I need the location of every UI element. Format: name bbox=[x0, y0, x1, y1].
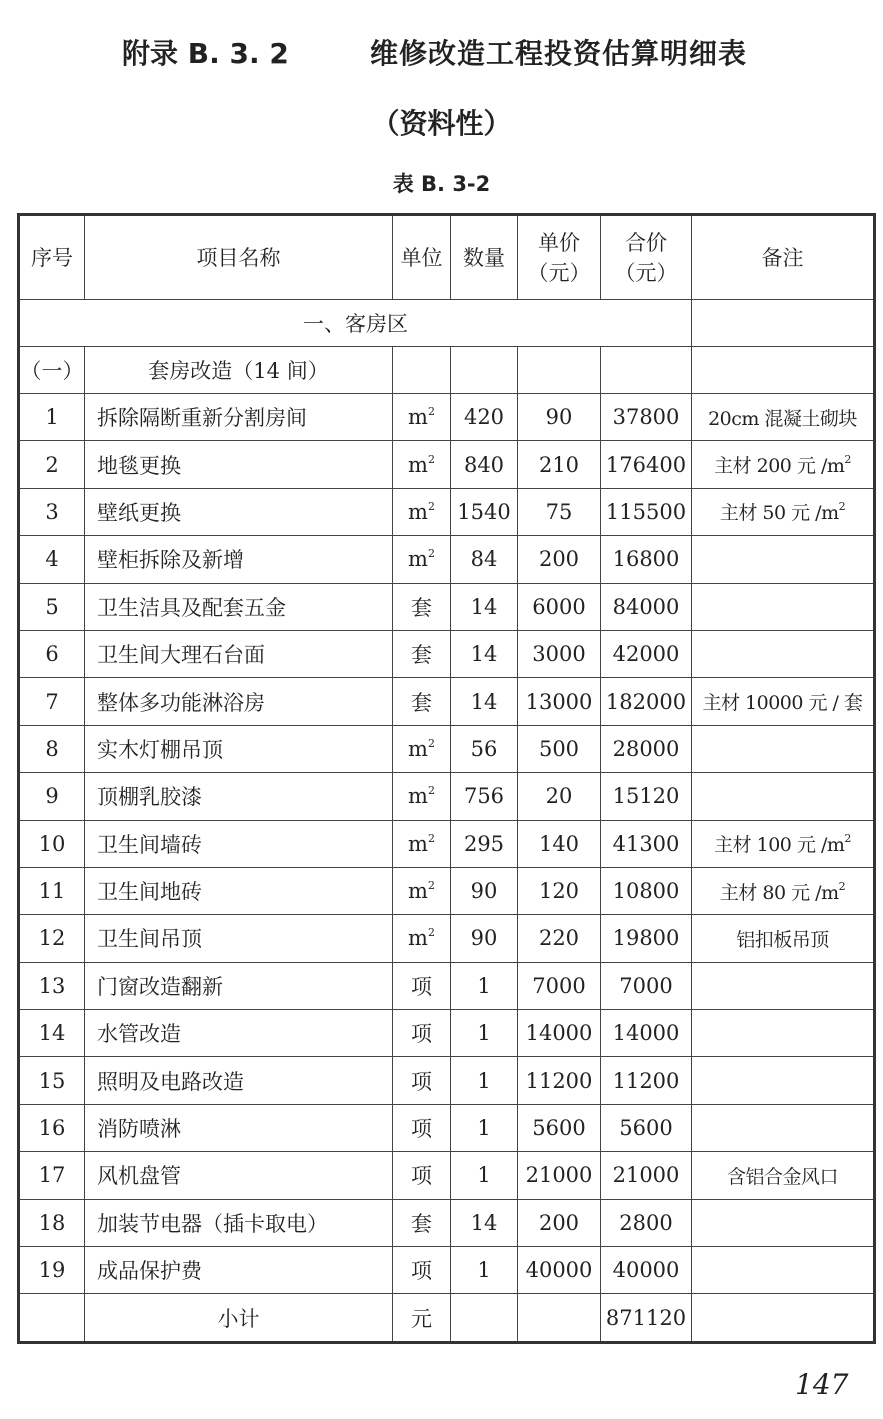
cell-note bbox=[692, 678, 875, 725]
note-superscript: 2 bbox=[844, 832, 851, 846]
table-row bbox=[19, 1199, 875, 1246]
page-title: 维修改造工程投资估算明细表 bbox=[370, 37, 748, 70]
unit-text: 项 bbox=[411, 974, 432, 999]
table-row bbox=[19, 915, 875, 962]
col-header-total bbox=[601, 215, 692, 300]
cell-unit bbox=[393, 536, 451, 583]
note-text: 主材 10000 元 / 套 bbox=[702, 692, 863, 715]
cell-unit-price: 5600 bbox=[518, 1104, 601, 1151]
cell-total: 5600 bbox=[601, 1104, 692, 1151]
unit-superscript: 2 bbox=[427, 831, 435, 845]
cell-qty: 90 bbox=[451, 915, 518, 962]
cell-seq: 15 bbox=[19, 1057, 85, 1104]
cell-qty: 14 bbox=[451, 678, 518, 725]
cell-note bbox=[692, 820, 875, 867]
cell-note bbox=[692, 1057, 875, 1104]
note-text: 20cm 混凝土砌块 bbox=[708, 407, 857, 430]
table-row bbox=[19, 1104, 875, 1151]
subtotal-qty bbox=[451, 1294, 518, 1342]
cell-note bbox=[692, 725, 875, 772]
unit-text: m bbox=[408, 499, 428, 524]
subtotal-label: 小计 bbox=[85, 1294, 393, 1342]
empty-cell bbox=[451, 347, 518, 394]
cell-note bbox=[692, 1199, 875, 1246]
cell-unit bbox=[393, 1152, 451, 1199]
table-row bbox=[19, 725, 875, 772]
cell-qty: 1 bbox=[451, 1010, 518, 1057]
note-superscript: 2 bbox=[844, 453, 851, 467]
cell-total: 11200 bbox=[601, 1057, 692, 1104]
unit-superscript: 2 bbox=[427, 879, 435, 893]
subtotal-row bbox=[19, 1294, 875, 1342]
cell-note bbox=[692, 1152, 875, 1199]
cell-total: 41300 bbox=[601, 820, 692, 867]
cell-name: 地毯更换 bbox=[85, 441, 393, 488]
cell-unit bbox=[393, 583, 451, 630]
cell-name: 整体多功能淋浴房 bbox=[85, 678, 393, 725]
cell-name: 门窗改造翻新 bbox=[85, 962, 393, 1009]
cell-unit-price: 220 bbox=[518, 915, 601, 962]
cell-qty: 14 bbox=[451, 583, 518, 630]
cell-unit-price: 200 bbox=[518, 536, 601, 583]
cell-unit-price: 75 bbox=[518, 488, 601, 535]
cell-qty: 14 bbox=[451, 1199, 518, 1246]
appendix-number: 附录 B. 3. 2 bbox=[122, 37, 289, 70]
cell-seq: 1 bbox=[19, 394, 85, 441]
cell-total: 14000 bbox=[601, 1010, 692, 1057]
cell-unit-price: 11200 bbox=[518, 1057, 601, 1104]
table-row bbox=[19, 1247, 875, 1294]
cell-name: 卫生间吊顶 bbox=[85, 915, 393, 962]
unit-text: m bbox=[408, 736, 428, 761]
section-title: 一、客房区 bbox=[19, 300, 692, 347]
cell-seq: 14 bbox=[19, 1010, 85, 1057]
unit-superscript: 2 bbox=[427, 405, 435, 419]
unit-superscript: 2 bbox=[427, 784, 435, 798]
section-row bbox=[19, 300, 875, 347]
cell-seq: 3 bbox=[19, 488, 85, 535]
subsection-seq: （一） bbox=[19, 347, 85, 394]
cell-qty: 1 bbox=[451, 1057, 518, 1104]
cell-unit bbox=[393, 1104, 451, 1151]
cell-name: 壁柜拆除及新增 bbox=[85, 536, 393, 583]
cell-unit bbox=[393, 678, 451, 725]
cell-seq: 19 bbox=[19, 1247, 85, 1294]
empty-cell bbox=[601, 347, 692, 394]
cell-total: 28000 bbox=[601, 725, 692, 772]
cell-unit-price: 120 bbox=[518, 867, 601, 914]
unit-text: m bbox=[408, 879, 428, 904]
page-number: 147 bbox=[795, 1368, 849, 1401]
cell-unit bbox=[393, 1247, 451, 1294]
unit-text: 项 bbox=[411, 1022, 432, 1047]
cell-qty: 1 bbox=[451, 1247, 518, 1294]
unit-text: 项 bbox=[411, 1117, 432, 1142]
cell-seq: 4 bbox=[19, 536, 85, 583]
cell-unit-price: 21000 bbox=[518, 1152, 601, 1199]
cell-unit-price: 7000 bbox=[518, 962, 601, 1009]
cell-note bbox=[692, 583, 875, 630]
subtotal-seq bbox=[19, 1294, 85, 1342]
cell-qty: 84 bbox=[451, 536, 518, 583]
cell-qty: 1 bbox=[451, 1152, 518, 1199]
cell-qty: 756 bbox=[451, 773, 518, 820]
col-header-seq: 序号 bbox=[19, 215, 85, 300]
cell-note bbox=[692, 1010, 875, 1057]
cell-total: 21000 bbox=[601, 1152, 692, 1199]
unit-superscript: 2 bbox=[427, 452, 435, 466]
table-row bbox=[19, 962, 875, 1009]
unit-text: m bbox=[408, 784, 428, 809]
cell-seq: 8 bbox=[19, 725, 85, 772]
table-row bbox=[19, 820, 875, 867]
section-note bbox=[692, 300, 875, 347]
unit-text: m bbox=[408, 926, 428, 951]
unit-text: m bbox=[408, 405, 428, 430]
note-text: 主材 200 元 /m bbox=[714, 455, 845, 478]
cell-total: 16800 bbox=[601, 536, 692, 583]
empty-cell bbox=[692, 347, 875, 394]
cell-unit bbox=[393, 394, 451, 441]
table-header-row bbox=[19, 215, 875, 300]
cell-unit bbox=[393, 441, 451, 488]
subtitle: （资料性） bbox=[371, 107, 512, 140]
cell-name: 成品保护费 bbox=[85, 1247, 393, 1294]
table-label: 表 B. 3-2 bbox=[392, 172, 491, 196]
budget-table bbox=[17, 213, 876, 1344]
subtotal-total: 871120 bbox=[601, 1294, 692, 1342]
cell-note bbox=[692, 1247, 875, 1294]
col-header-total-line1: 合价 bbox=[625, 230, 667, 255]
cell-note bbox=[692, 1104, 875, 1151]
cell-unit-price: 210 bbox=[518, 441, 601, 488]
col-header-total-line2: （元） bbox=[614, 260, 678, 285]
note-text: 含铝合金风口 bbox=[726, 1165, 838, 1188]
cell-unit bbox=[393, 488, 451, 535]
cell-seq: 2 bbox=[19, 441, 85, 488]
table-row bbox=[19, 1010, 875, 1057]
cell-unit bbox=[393, 962, 451, 1009]
cell-unit-price: 90 bbox=[518, 394, 601, 441]
cell-unit-price: 6000 bbox=[518, 583, 601, 630]
cell-seq: 11 bbox=[19, 867, 85, 914]
cell-unit bbox=[393, 820, 451, 867]
unit-text: m bbox=[408, 452, 428, 477]
cell-unit-price: 13000 bbox=[518, 678, 601, 725]
cell-note bbox=[692, 962, 875, 1009]
cell-note bbox=[692, 488, 875, 535]
cell-total: 10800 bbox=[601, 867, 692, 914]
title-line bbox=[0, 30, 883, 76]
cell-total: 40000 bbox=[601, 1247, 692, 1294]
cell-seq: 10 bbox=[19, 820, 85, 867]
subsection-row bbox=[19, 347, 875, 394]
cell-seq: 13 bbox=[19, 962, 85, 1009]
cell-unit-price: 20 bbox=[518, 773, 601, 820]
unit-text: 套 bbox=[411, 595, 432, 620]
table-row bbox=[19, 773, 875, 820]
cell-unit-price: 500 bbox=[518, 725, 601, 772]
subtotal-price bbox=[518, 1294, 601, 1342]
cell-note bbox=[692, 536, 875, 583]
cell-qty: 1540 bbox=[451, 488, 518, 535]
cell-qty: 840 bbox=[451, 441, 518, 488]
unit-text: 套 bbox=[411, 1211, 432, 1236]
cell-qty: 295 bbox=[451, 820, 518, 867]
col-header-unit-price bbox=[518, 215, 601, 300]
cell-note bbox=[692, 867, 875, 914]
cell-note bbox=[692, 630, 875, 677]
cell-unit-price: 40000 bbox=[518, 1247, 601, 1294]
cell-note bbox=[692, 394, 875, 441]
cell-unit bbox=[393, 1199, 451, 1246]
cell-unit bbox=[393, 773, 451, 820]
col-header-unit: 单位 bbox=[393, 215, 451, 300]
cell-name: 卫生间地砖 bbox=[85, 867, 393, 914]
table-row bbox=[19, 867, 875, 914]
cell-unit bbox=[393, 1010, 451, 1057]
cell-name: 卫生间墙砖 bbox=[85, 820, 393, 867]
unit-text: 套 bbox=[411, 643, 432, 668]
cell-unit-price: 3000 bbox=[518, 630, 601, 677]
note-text: 主材 100 元 /m bbox=[714, 834, 845, 857]
table-row bbox=[19, 1057, 875, 1104]
note-superscript: 2 bbox=[838, 500, 846, 514]
note-text: 主材 50 元 /m bbox=[719, 502, 839, 525]
note-text: 铝扣板吊顶 bbox=[736, 928, 829, 951]
cell-seq: 18 bbox=[19, 1199, 85, 1246]
cell-total: 2800 bbox=[601, 1199, 692, 1246]
cell-unit-price: 200 bbox=[518, 1199, 601, 1246]
subtotal-unit: 元 bbox=[393, 1294, 451, 1342]
table-row bbox=[19, 583, 875, 630]
unit-text: 项 bbox=[411, 1164, 432, 1189]
unit-superscript: 2 bbox=[427, 499, 435, 513]
cell-name: 照明及电路改造 bbox=[85, 1057, 393, 1104]
unit-text: m bbox=[408, 831, 428, 856]
cell-name: 卫生间大理石台面 bbox=[85, 630, 393, 677]
cell-unit bbox=[393, 1057, 451, 1104]
subtotal-note bbox=[692, 1294, 875, 1342]
cell-total: 37800 bbox=[601, 394, 692, 441]
cell-seq: 16 bbox=[19, 1104, 85, 1151]
cell-total: 182000 bbox=[601, 678, 692, 725]
cell-unit bbox=[393, 915, 451, 962]
cell-name: 卫生洁具及配套五金 bbox=[85, 583, 393, 630]
cell-note bbox=[692, 773, 875, 820]
unit-superscript: 2 bbox=[427, 926, 435, 940]
unit-text: m bbox=[408, 547, 428, 572]
cell-qty: 56 bbox=[451, 725, 518, 772]
cell-name: 风机盘管 bbox=[85, 1152, 393, 1199]
col-header-qty: 数量 bbox=[451, 215, 518, 300]
cell-note bbox=[692, 915, 875, 962]
cell-note bbox=[692, 441, 875, 488]
col-header-unit-price-line1: 单价 bbox=[538, 230, 580, 255]
col-header-unit-price-line2: （元） bbox=[527, 260, 591, 285]
cell-unit-price: 140 bbox=[518, 820, 601, 867]
table-row bbox=[19, 488, 875, 535]
unit-text: 套 bbox=[411, 690, 432, 715]
cell-total: 7000 bbox=[601, 962, 692, 1009]
cell-name: 加装节电器（插卡取电） bbox=[85, 1199, 393, 1246]
table-row bbox=[19, 630, 875, 677]
unit-text: 项 bbox=[411, 1069, 432, 1094]
table-row bbox=[19, 441, 875, 488]
cell-unit-price: 14000 bbox=[518, 1010, 601, 1057]
cell-qty: 14 bbox=[451, 630, 518, 677]
table-row bbox=[19, 678, 875, 725]
cell-name: 拆除隔断重新分割房间 bbox=[85, 394, 393, 441]
subsection-name: 套房改造（14 间） bbox=[85, 347, 393, 394]
note-text: 主材 80 元 /m bbox=[719, 881, 839, 904]
cell-qty: 90 bbox=[451, 867, 518, 914]
cell-seq: 17 bbox=[19, 1152, 85, 1199]
empty-cell bbox=[393, 347, 451, 394]
cell-seq: 12 bbox=[19, 915, 85, 962]
empty-cell bbox=[518, 347, 601, 394]
cell-qty: 1 bbox=[451, 962, 518, 1009]
cell-total: 42000 bbox=[601, 630, 692, 677]
cell-total: 115500 bbox=[601, 488, 692, 535]
cell-name: 顶棚乳胶漆 bbox=[85, 773, 393, 820]
cell-name: 消防喷淋 bbox=[85, 1104, 393, 1151]
cell-qty: 420 bbox=[451, 394, 518, 441]
cell-seq: 5 bbox=[19, 583, 85, 630]
cell-seq: 9 bbox=[19, 773, 85, 820]
cell-name: 壁纸更换 bbox=[85, 488, 393, 535]
cell-qty: 1 bbox=[451, 1104, 518, 1151]
table-row bbox=[19, 394, 875, 441]
unit-superscript: 2 bbox=[427, 736, 435, 750]
cell-seq: 7 bbox=[19, 678, 85, 725]
cell-unit bbox=[393, 725, 451, 772]
unit-text: 项 bbox=[411, 1259, 432, 1284]
cell-seq: 6 bbox=[19, 630, 85, 677]
cell-unit bbox=[393, 630, 451, 677]
note-superscript: 2 bbox=[838, 879, 846, 893]
cell-total: 84000 bbox=[601, 583, 692, 630]
unit-superscript: 2 bbox=[427, 547, 435, 561]
col-header-name: 项目名称 bbox=[85, 215, 393, 300]
cell-unit bbox=[393, 867, 451, 914]
table-row bbox=[19, 536, 875, 583]
cell-name: 实木灯棚吊顶 bbox=[85, 725, 393, 772]
cell-total: 176400 bbox=[601, 441, 692, 488]
col-header-note: 备注 bbox=[692, 215, 875, 300]
cell-total: 19800 bbox=[601, 915, 692, 962]
cell-total: 15120 bbox=[601, 773, 692, 820]
cell-name: 水管改造 bbox=[85, 1010, 393, 1057]
table-row bbox=[19, 1152, 875, 1199]
